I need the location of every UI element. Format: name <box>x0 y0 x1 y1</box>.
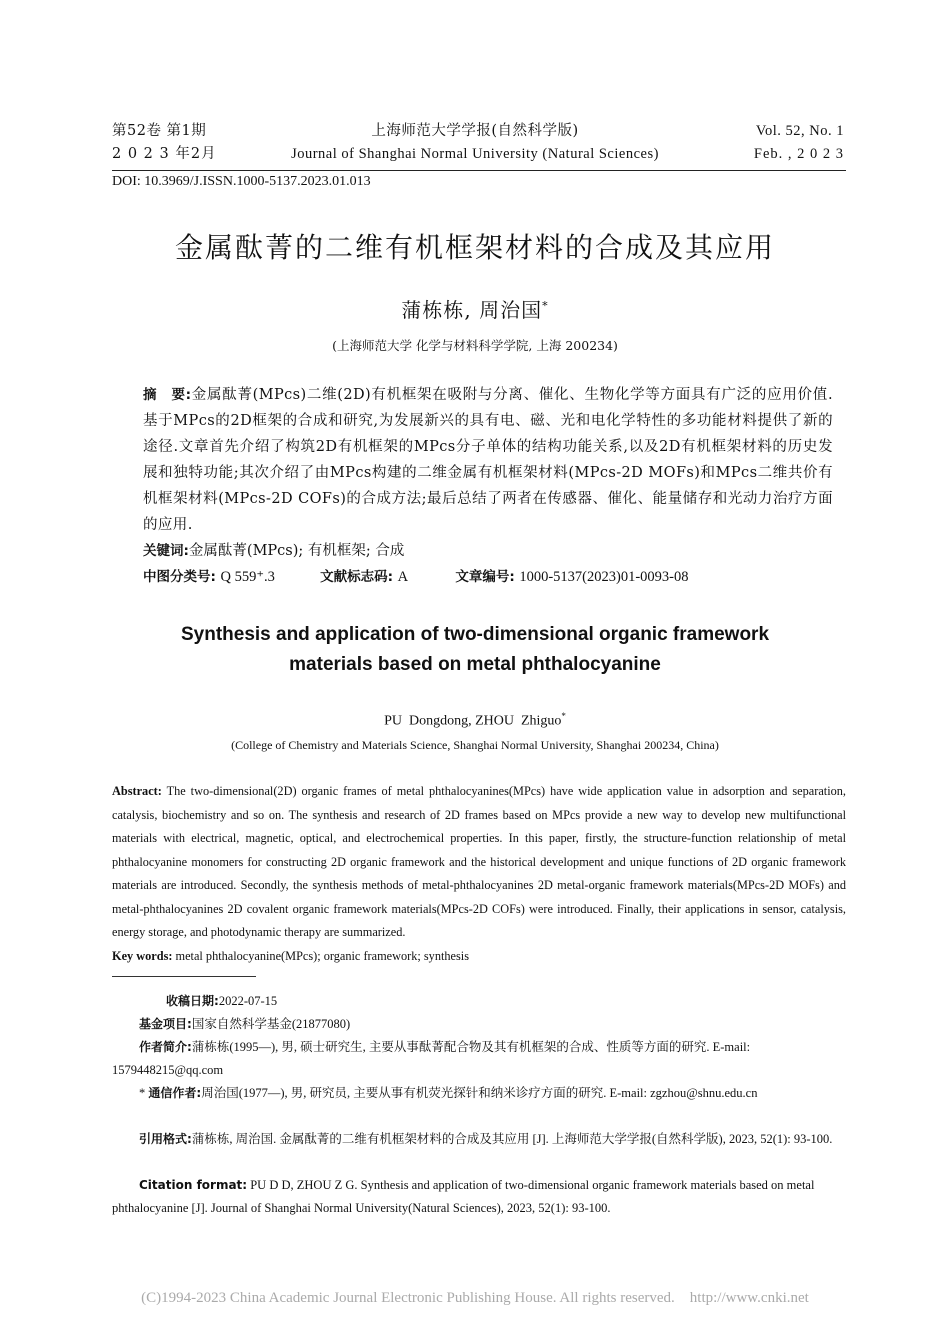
doi: DOI: 10.3969/J.ISSN.1000-5137.2023.01.013 <box>112 174 371 189</box>
keywords-en <box>112 945 846 968</box>
authors-cn-names: 蒲栋栋, 周治国 <box>401 298 543 322</box>
author-value: 蒲栋栋(1995—), 男, 硕士研究生, 主要从事酞菁配合物及其有机框架的合成、性质等方面的研究. E-mail: 1579448215@qq.com <box>112 1040 751 1077</box>
journal-name-cn: 上海师范大学学报(自然科学版) <box>371 123 579 139</box>
header-rule <box>112 170 846 171</box>
article-number-value: 1000-5137(2023)01-0093-08 <box>519 569 689 585</box>
keywords-cn-label: 关键词: <box>143 543 189 559</box>
keywords-cn-text: 金属酞菁(MPcs); 有机框架; 合成 <box>188 543 405 559</box>
journal-name-en: Journal of Shanghai Normal University (Natural Sciences) <box>291 146 659 162</box>
volume-issue-en: Vol. 52, No. 1 <box>755 123 844 139</box>
abstract-en-label: Abstract: <box>112 784 162 798</box>
clc-label: 中图分类号: <box>143 569 216 585</box>
title-en <box>0 620 950 680</box>
fund-label: 基金项目: <box>139 1017 192 1031</box>
footnote-rule <box>112 976 256 977</box>
citation-cn-value: 蒲栋栋, 周治国. 金属酞菁的二维有机框架材料的合成及其应用 [J]. 上海师范大学学报(自然科学版), 2023, 52(1): 93-100. <box>191 1132 833 1146</box>
date-cn: 2 0 2 3 年2月 <box>112 146 217 162</box>
citation-cn-label: 引用格式: <box>139 1132 192 1146</box>
footnote-citation-cn <box>112 1128 846 1151</box>
title-en-line1: Synthesis and application of two-dimensional organic framework <box>180 624 770 645</box>
corr-label: 通信作者: <box>148 1086 202 1100</box>
abstract-cn-label: 摘 要: <box>143 387 192 403</box>
authors-en-names: PU Dongdong, ZHOU Zhiguo <box>384 713 562 729</box>
authors-en <box>0 711 950 730</box>
affiliation-en: (College of Chemistry and Materials Science, Shanghai Normal University, Shanghai 200234, China) <box>231 738 719 752</box>
doc-code-value: A <box>397 569 409 585</box>
title-en-line2: materials based on metal phthalocyanine <box>289 654 661 675</box>
author-label: 作者简介: <box>139 1040 192 1054</box>
footnote-citation-en <box>112 1174 846 1220</box>
corr-value: 周治国(1977—), 男, 研究员, 主要从事有机荧光探针和纳米诊疗方面的研究. E-mail: zgzhou@shnu.edu.cn <box>201 1086 758 1100</box>
abstract-en-text: The two-dimensional(2D) organic frames of metal phthalocyanines(MPcs) have wide application value in adsorption and separation, catalysis, biochemistry and so on. The synthesis and research of 2D frames based on MPcs provide a new way to develop new multifunctional materials with electrical, magnetic, optical, and electrochemical properties. In this paper, firstly, the structure-function relationship of metal phthalocyanine monomers for constructing 2D organic framework and the historical development and unique functions of 2D organic framework materials are introduced. Secondly, the synthesis methods of metal-phthalocyanines 2D metal-organic framework materials(MPcs-2D MOFs) and metal-phthalocyanines 2D covalent organic framework materials(MPcs-2D COFs) were introduced. Finally, their applications in sensor, catalysis, energy storage, and photodynamic therapy are summarized. <box>112 784 846 939</box>
corr-prefix: * <box>139 1086 146 1100</box>
abstract-cn <box>143 382 833 538</box>
citation-en-value: PU D D, ZHOU Z G. Synthesis and application of two-dimensional organic framework materials based on metal phthalocyanine [J]. Journal of Shanghai Normal University(Natural Sciences), 2023, 52(1): 93-100. <box>112 1178 815 1215</box>
received-label: 收稿日期: <box>166 994 219 1008</box>
corresponding-mark: * <box>542 299 549 313</box>
fund-value: 国家自然科学基金(21877080) <box>191 1017 351 1031</box>
classification-line <box>143 564 863 590</box>
copyright-footer: (C)1994-2023 China Academic Journal Electronic Publishing House. All rights reserved. http://www.cnki.net <box>141 1290 809 1306</box>
date-en: Feb. , 2 0 2 3 <box>753 146 844 162</box>
authors-cn <box>0 294 950 323</box>
affiliation-cn: (上海师范大学 化学与材料科学学院, 上海 200234) <box>332 338 618 353</box>
citation-en-label: Citation format: <box>139 1178 248 1192</box>
volume-issue-cn: 第52卷 第1期 <box>112 123 207 139</box>
keywords-en-text: metal phthalocyanine(MPcs); organic framework; synthesis <box>175 949 469 963</box>
received-value: 2022-07-15 <box>218 994 278 1008</box>
footnote-corresponding <box>112 1082 846 1105</box>
doc-code-label: 文献标志码: <box>320 569 394 585</box>
corresponding-mark-en: * <box>561 711 566 721</box>
footnote-fund <box>112 1013 846 1036</box>
keywords-cn <box>143 538 833 564</box>
footnote-author <box>112 1036 846 1082</box>
clc-value: Q 559⁺.3 <box>220 569 275 585</box>
footnote-received <box>112 990 846 1013</box>
keywords-en-label: Key words: <box>112 949 173 963</box>
abstract-cn-text: 金属酞菁(MPcs)二维(2D)有机框架在吸附与分离、催化、生物化学等方面具有广泛的应用价值.基于MPcs的2D框架的合成和研究,为发展新兴的具有电、磁、光和电化学特性的多功能材料提供了新的途径.文章首先介绍了构筑2D有机框架的MPcs分子单体的结构功能关系,以及2D有机框架材料的历史发展和独特功能;其次介绍了由MPcs构建的二维金属有机框架材料(MPcs-2D MOFs)和MPcs二维共价有机框架材料(MPcs-2D COFs)的合成方法;最后总结了两者在传感器、催化、能量储存和光动力治疗方面的应用. <box>143 387 833 533</box>
header-right <box>754 120 844 166</box>
abstract-en <box>112 780 846 945</box>
article-number-label: 文章编号: <box>455 569 515 585</box>
title-cn: 金属酞菁的二维有机框架材料的合成及其应用 <box>174 231 775 264</box>
